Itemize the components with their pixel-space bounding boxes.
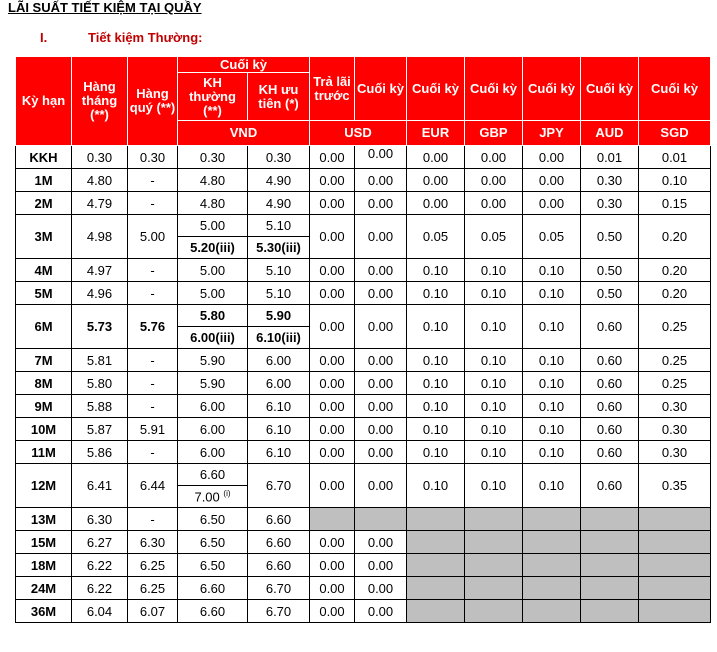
rate-cell: 0.00 [465, 169, 523, 192]
rate-cell: 5.88 [72, 395, 128, 418]
rate-cell: 0.10 [523, 372, 581, 395]
table-row [16, 305, 711, 327]
rate-cell: 6.04 [72, 600, 128, 623]
rate-cell: 6.60 [178, 600, 248, 623]
header-jpy-cuoi-ky: Cuối kỳ [523, 57, 581, 121]
term-cell: 9M [16, 395, 72, 418]
rate-cell: 0.00 [407, 192, 465, 215]
empty-cell [581, 531, 639, 554]
term-cell: 5M [16, 282, 72, 305]
rate-cell: 6.27 [72, 531, 128, 554]
term-cell: 12M [16, 464, 72, 508]
rate-cell: 0.00 [523, 192, 581, 215]
term-cell: 6M [16, 305, 72, 349]
page-title: LÃI SUẤT TIẾT KIỆM TẠI QUẦY [8, 0, 202, 15]
rate-cell: 5.86 [72, 441, 128, 464]
rate-cell: 0.10 [465, 464, 523, 508]
rate-cell: 0.00 [465, 192, 523, 215]
empty-cell [310, 508, 355, 531]
table-row [16, 349, 711, 372]
rate-cell: - [128, 169, 178, 192]
rate-cell: 0.10 [407, 305, 465, 349]
rate-cell: 0.30 [72, 146, 128, 169]
rate-cell: 0.10 [407, 418, 465, 441]
rate-cell: 0.10 [465, 441, 523, 464]
table-row [16, 395, 711, 418]
rate-cell: - [128, 395, 178, 418]
header-aud: AUD [581, 121, 639, 146]
rate-cell: 0.60 [581, 395, 639, 418]
rate-cell: 0.00 [355, 282, 407, 305]
rate-cell: 0.60 [581, 305, 639, 349]
rate-cell: 0.00 [465, 146, 523, 169]
rate-cell: 0.30 [639, 441, 711, 464]
rate-cell: 6.10 [248, 395, 310, 418]
rate-cell: 0.20 [639, 259, 711, 282]
table-row [16, 554, 711, 577]
rate-cell: 0.00 [310, 577, 355, 600]
rate-cell: 5.10 [248, 215, 310, 237]
table-row [16, 531, 711, 554]
rate-cell: 6.70 [248, 577, 310, 600]
rate-cell: 0.00 [355, 600, 407, 623]
rate-cell: 0.00 [355, 441, 407, 464]
table-row [16, 372, 711, 395]
rate-cell: 0.30 [248, 146, 310, 169]
rate-cell: 5.00 [178, 215, 248, 237]
rate-cell: 0.00 [310, 192, 355, 215]
rate-cell: 0.10 [523, 259, 581, 282]
header-sgd-cuoi-ky: Cuối kỳ [639, 57, 711, 121]
rate-cell: 0.00 [355, 146, 407, 169]
term-cell: 18M [16, 554, 72, 577]
table-row [16, 169, 711, 192]
rate-cell: 0.00 [355, 349, 407, 372]
rate-cell: 0.50 [581, 215, 639, 259]
header-gbp: GBP [465, 121, 523, 146]
rate-cell: 0.10 [407, 441, 465, 464]
rate-cell: 0.00 [355, 395, 407, 418]
rate-cell: 0.10 [465, 418, 523, 441]
rate-cell: 0.10 [523, 282, 581, 305]
rate-cell: - [128, 192, 178, 215]
table-row [16, 192, 711, 215]
rate-cell: 0.10 [407, 349, 465, 372]
empty-cell [523, 577, 581, 600]
rate-cell: 0.60 [581, 464, 639, 508]
term-cell: KKH [16, 146, 72, 169]
rate-cell: 0.30 [581, 192, 639, 215]
empty-cell [639, 508, 711, 531]
header-usd: USD [310, 121, 407, 146]
rate-cell: 6.41 [72, 464, 128, 508]
empty-cell [523, 508, 581, 531]
rate-cell: 0.60 [581, 418, 639, 441]
rate-cell: 4.98 [72, 215, 128, 259]
rate-cell: 0.00 [355, 372, 407, 395]
rate-cell: 0.20 [639, 282, 711, 305]
rate-cell: 6.25 [128, 554, 178, 577]
rate-cell: 4.97 [72, 259, 128, 282]
header-eur: EUR [407, 121, 465, 146]
rate-cell: 0.00 [355, 531, 407, 554]
rate-cell: - [128, 441, 178, 464]
rate-cell: 6.25 [128, 577, 178, 600]
rate-cell: 5.20(iii) [178, 237, 248, 259]
term-cell: 1M [16, 169, 72, 192]
term-cell: 13M [16, 508, 72, 531]
rate-cell: 0.30 [178, 146, 248, 169]
rate-cell: 0.50 [581, 259, 639, 282]
rate-cell: 6.00 [248, 349, 310, 372]
rate-cell: 0.00 [523, 169, 581, 192]
rate-cell: 0.05 [523, 215, 581, 259]
table-row [16, 259, 711, 282]
table-row [16, 508, 711, 531]
empty-cell [465, 508, 523, 531]
rate-cell: 6.60 [178, 577, 248, 600]
rate-cell: 0.00 [355, 259, 407, 282]
rate-cell: 5.90 [178, 372, 248, 395]
rate-cell: 5.73 [72, 305, 128, 349]
rate-cell: 6.00 [178, 418, 248, 441]
empty-cell [581, 577, 639, 600]
empty-cell [407, 600, 465, 623]
rate-cell: 0.50 [581, 282, 639, 305]
rate-cell: 0.00 [310, 146, 355, 169]
header-hang-quy: Hàng quý (**) [128, 57, 178, 146]
rate-cell: 6.22 [72, 554, 128, 577]
rate-cell: 0.15 [639, 192, 711, 215]
rate-cell: 6.50 [178, 554, 248, 577]
rate-cell: 0.30 [128, 146, 178, 169]
rate-cell: 6.60 [248, 531, 310, 554]
term-cell: 24M [16, 577, 72, 600]
empty-cell [523, 531, 581, 554]
rate-cell: 0.00 [310, 554, 355, 577]
empty-cell [523, 554, 581, 577]
rate-cell: - [128, 282, 178, 305]
rate-cell: 4.90 [248, 169, 310, 192]
rate-cell: 0.10 [465, 282, 523, 305]
empty-cell [523, 600, 581, 623]
rate-cell: 6.10 [248, 418, 310, 441]
term-cell: 3M [16, 215, 72, 259]
empty-cell [639, 531, 711, 554]
rate-cell: 0.10 [639, 169, 711, 192]
rate-cell: 5.90 [178, 349, 248, 372]
rate-cell: 0.10 [407, 395, 465, 418]
empty-cell [355, 508, 407, 531]
header-tra-lai-truoc: Trả lãi trước [310, 57, 355, 121]
rate-cell: 6.07 [128, 600, 178, 623]
rate-cell: 0.00 [310, 215, 355, 259]
rate-cell: 0.00 [355, 215, 407, 259]
empty-cell [465, 600, 523, 623]
rate-cell: 5.80 [178, 305, 248, 327]
header-jpy: JPY [523, 121, 581, 146]
rate-cell: 0.60 [581, 441, 639, 464]
term-cell: 15M [16, 531, 72, 554]
rate-cell: 6.10(iii) [248, 327, 310, 349]
rate-cell: 4.90 [248, 192, 310, 215]
rate-cell: 4.80 [178, 192, 248, 215]
rate-cell: 6.00 [248, 372, 310, 395]
header-eur-cuoi-ky: Cuối kỳ [407, 57, 465, 121]
rate-cell: 0.10 [407, 464, 465, 508]
empty-cell [465, 577, 523, 600]
rate-cell: 0.10 [523, 464, 581, 508]
empty-cell [407, 508, 465, 531]
rate-cell: 0.10 [465, 395, 523, 418]
header-vnd: VND [178, 121, 310, 146]
rate-cell: 4.96 [72, 282, 128, 305]
rate-cell: 6.30 [128, 531, 178, 554]
rate-cell: 0.00 [355, 418, 407, 441]
rate-cell: 0.10 [523, 349, 581, 372]
rate-cell: 6.60 [248, 554, 310, 577]
section-number: I. [40, 30, 48, 45]
rate-cell: 6.00 [178, 441, 248, 464]
rate-cell: 0.00 [310, 372, 355, 395]
rate-cell: - [128, 349, 178, 372]
table-row [16, 146, 711, 169]
rate-cell: 0.00 [310, 531, 355, 554]
rate-cell: 0.25 [639, 372, 711, 395]
empty-cell [407, 531, 465, 554]
rate-cell: 5.00 [178, 282, 248, 305]
rate-value: 7.00 [194, 489, 220, 505]
rate-cell: 0.05 [407, 215, 465, 259]
table-row [16, 282, 711, 305]
rate-cell: 5.90 [248, 305, 310, 327]
header-hang-thang: Hàng tháng (**) [72, 57, 128, 146]
rate-cell: 6.00(iii) [178, 327, 248, 349]
rate-cell: 5.00 [178, 259, 248, 282]
term-cell: 10M [16, 418, 72, 441]
empty-cell [407, 577, 465, 600]
empty-cell [465, 554, 523, 577]
rate-cell: 0.00 [310, 600, 355, 623]
rate-cell: 0.10 [523, 305, 581, 349]
term-cell: 7M [16, 349, 72, 372]
empty-cell [581, 600, 639, 623]
rate-cell: 5.87 [72, 418, 128, 441]
rate-cell: 0.10 [523, 418, 581, 441]
header-kh-thuong: KH thường (**) [178, 73, 248, 121]
rate-cell: 0.35 [639, 464, 711, 508]
rate-cell: 0.00 [310, 464, 355, 508]
table-row [16, 464, 711, 486]
rate-cell: 0.60 [581, 372, 639, 395]
empty-cell [639, 554, 711, 577]
table-row [16, 418, 711, 441]
rate-cell: 4.79 [72, 192, 128, 215]
rate-cell: 4.80 [178, 169, 248, 192]
rate-cell: 0.10 [465, 259, 523, 282]
rate-cell: 0.00 [310, 282, 355, 305]
rate-cell: 6.22 [72, 577, 128, 600]
rate-cell: - [128, 508, 178, 531]
term-cell: 2M [16, 192, 72, 215]
rate-cell: 0.10 [407, 259, 465, 282]
rate-cell: 5.91 [128, 418, 178, 441]
table-row [16, 600, 711, 623]
footnote-mark: (i) [223, 488, 231, 498]
rate-cell: 6.70 [248, 600, 310, 623]
rate-cell: 0.20 [639, 215, 711, 259]
rate-cell: 0.00 [310, 305, 355, 349]
rate-cell: 0.00 [355, 192, 407, 215]
rate-cell: 0.00 [355, 169, 407, 192]
rate-cell: 0.10 [465, 305, 523, 349]
rate-cell: 6.60 [178, 464, 248, 486]
rate-cell: 0.10 [523, 395, 581, 418]
term-cell: 8M [16, 372, 72, 395]
rate-cell: 5.80 [72, 372, 128, 395]
rate-cell: 0.00 [310, 395, 355, 418]
rate-cell: 6.50 [178, 531, 248, 554]
empty-cell [581, 554, 639, 577]
term-cell: 4M [16, 259, 72, 282]
rate-cell: 0.00 [407, 146, 465, 169]
rate-cell: 5.81 [72, 349, 128, 372]
table-row [16, 577, 711, 600]
rate-cell: 4.80 [72, 169, 128, 192]
rate-cell: 6.70 [248, 464, 310, 508]
rate-cell: 0.05 [465, 215, 523, 259]
rate-cell: 5.10 [248, 282, 310, 305]
rate-cell: 0.60 [581, 349, 639, 372]
interest-rate-table [15, 56, 711, 623]
table-row [16, 441, 711, 464]
header-kh-uu-tien: KH ưu tiên (*) [248, 73, 310, 121]
rate-cell: 0.00 [355, 554, 407, 577]
rate-cell: 0.00 [355, 577, 407, 600]
term-cell: 36M [16, 600, 72, 623]
empty-cell [639, 600, 711, 623]
rate-cell: 0.10 [523, 441, 581, 464]
rate-cell: 0.00 [310, 259, 355, 282]
rate-cell: 5.30(iii) [248, 237, 310, 259]
rate-cell: 6.30 [72, 508, 128, 531]
rate-cell: 0.10 [407, 282, 465, 305]
rate-cell: 6.00 [178, 395, 248, 418]
rate-cell: 0.00 [407, 169, 465, 192]
rate-cell: 0.30 [639, 395, 711, 418]
rate-cell: 0.01 [581, 146, 639, 169]
empty-cell [465, 531, 523, 554]
empty-cell [581, 508, 639, 531]
rate-cell: 0.10 [465, 349, 523, 372]
rate-cell: 0.00 [310, 441, 355, 464]
rate-cell: 5.76 [128, 305, 178, 349]
rate-cell: 0.00 [310, 418, 355, 441]
header-cuoi-ky-vnd: Cuối kỳ [178, 57, 310, 73]
rate-cell: 6.44 [128, 464, 178, 508]
rate-cell: 0.00 [310, 349, 355, 372]
rate-cell: 5.10 [248, 259, 310, 282]
rate-cell: 0.00 [310, 169, 355, 192]
rate-cell: 0.30 [639, 418, 711, 441]
rate-cell: 0.00 [355, 464, 407, 508]
rate-cell: 0.01 [639, 146, 711, 169]
section-heading [40, 30, 202, 45]
section-label: Tiết kiệm Thường: [88, 30, 203, 45]
rate-cell: 0.00 [355, 305, 407, 349]
rate-cell: - [128, 259, 178, 282]
header-aud-cuoi-ky: Cuối kỳ [581, 57, 639, 121]
empty-cell [639, 577, 711, 600]
rate-cell: 6.50 [178, 508, 248, 531]
rate-cell: - [128, 372, 178, 395]
rate-cell: 0.10 [465, 372, 523, 395]
rate-cell: 0.10 [407, 372, 465, 395]
header-usd-cuoi-ky: Cuối kỳ [355, 57, 407, 121]
rate-cell: 6.10 [248, 441, 310, 464]
empty-cell [407, 554, 465, 577]
rate-cell: 0.30 [581, 169, 639, 192]
header-ky-han: Kỳ hạn [16, 57, 72, 146]
rate-cell: 0.00 [523, 146, 581, 169]
rate-cell: 0.25 [639, 305, 711, 349]
header-gbp-cuoi-ky: Cuối kỳ [465, 57, 523, 121]
rate-cell [178, 486, 248, 508]
rate-cell: 0.25 [639, 349, 711, 372]
rate-cell: 6.60 [248, 508, 310, 531]
header-sgd: SGD [639, 121, 711, 146]
rate-cell: 5.00 [128, 215, 178, 259]
term-cell: 11M [16, 441, 72, 464]
table-row [16, 215, 711, 237]
